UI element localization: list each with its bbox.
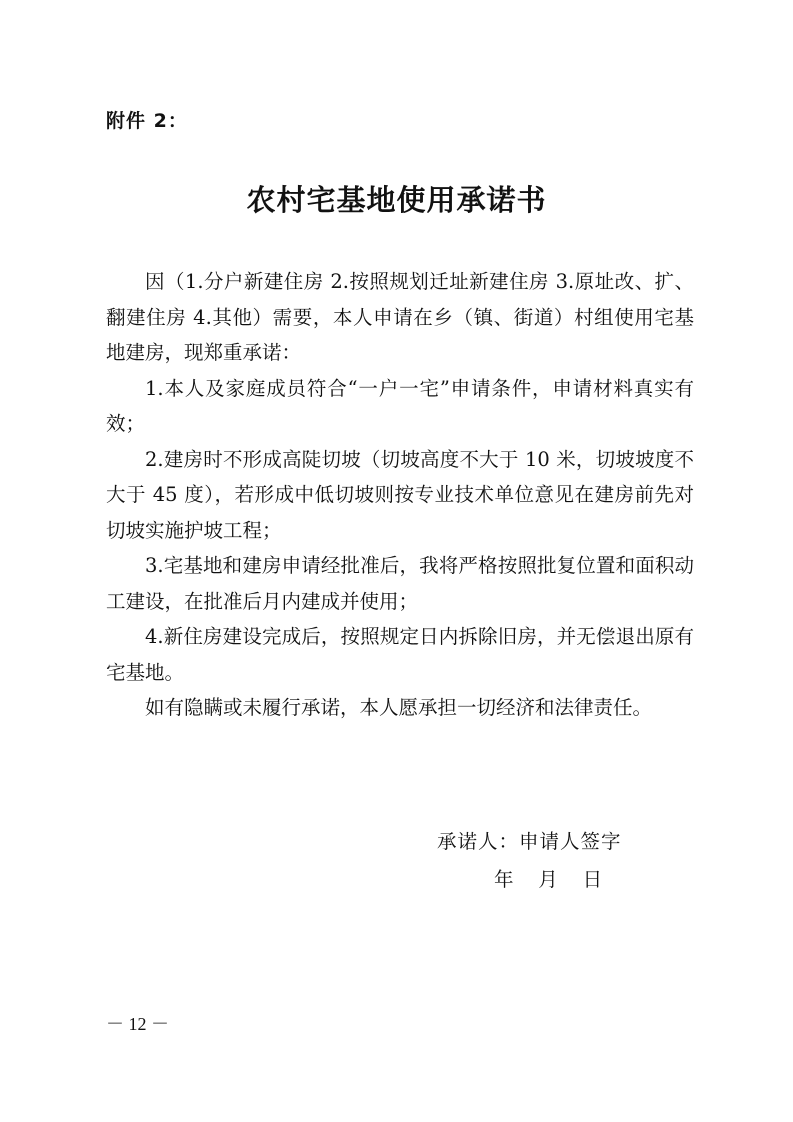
page-number: － 12 － [106,1014,169,1034]
liability-statement: 如有隐瞒或未履行承诺，本人愿承担一切经济和法律责任。 [145,696,653,719]
intro-paragraph: 因（1.分户新建住房 2.按照规划迁址新建住房 3.原址改、扩、翻建住房 4.其他）需要，本人申请在乡（镇、街道）村组使用宅基地建房，现郑重承诺： [106,270,694,364]
attachment-label: 附件 2： [106,110,188,132]
commitment-item-2: 2.建房时不形成高陡切坡（切坡高度不大于 10 米，切坡坡度不大于 45 度），若形成中低切坡则按专业技术单位意见在建房前先对切坡实施护坡工程； [106,447,694,542]
date-line: 年 月 日 [494,868,603,891]
signature-line: 承诺人：申请人签字 [437,830,622,853]
commitment-item-4: 4.新住房建设完成后，按照规定日内拆除旧房，并无偿退出原有宅基地。 [106,625,694,684]
commitment-body [106,264,694,726]
commitment-item-3: 3.宅基地和建房申请经批准后，我将严格按照批复位置和面积动工建设，在批准后月内建成并使用； [106,554,694,613]
commitment-item-1: 1.本人及家庭成员符合“一户一宅”申请条件，申请材料真实有效； [106,376,694,435]
document-title: 农村宅基地使用承诺书 [246,183,547,217]
